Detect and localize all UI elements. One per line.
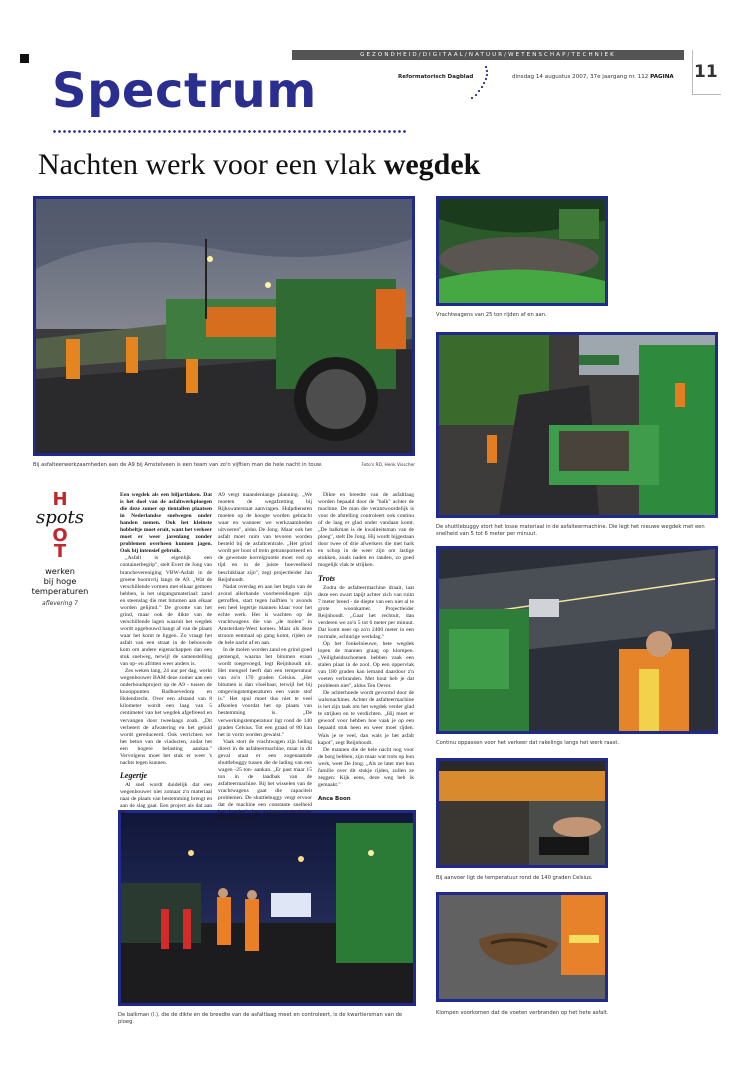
episode-label: aflevering 7: [42, 600, 78, 607]
photo-icon: [121, 813, 413, 1003]
article-paragraph: Zes weken lang, 24 uur per dag, werkt wegenbouwer BAM deze zomer aan een onderhoudsproject op de A9 - tussen de knooppunten Badhoevedorp en Holendrecht. Over een afstand van 8 kilometer wordt een laag van 5 centimeter van het wegdek afgefreesd en vervangen door tweelaags zoab. „Dit verbetert de afwatering en het geluid wordt gereduceerd. Ook verrichten we het beton van de viaducten, zodat het een hogere belasting aankan." Vervolgens moet het stuk er weer 's nachts tegen kunnen.: [120, 668, 212, 766]
photo-right2-caption: De shuttlebuggy stort het losse materiaal in de asfalteermachine. Die legt het nieuwe wegdek met een snelheid van 5 tot 6 meter per minuut.: [436, 524, 705, 537]
photo-right4: [436, 758, 608, 868]
photo-icon: [439, 761, 605, 865]
photo-icon: [439, 895, 605, 999]
article-paragraph: Vaak stort de vrachtwagen zijn lading direct in de asfalteermachine, maar in dit geval staat er een zogenaamde shuttlebuggy tussen die de lading van een wagen -25 ton- aankan. „Er past maar 15 ton in de laadbak van de asfalteermachine. Bij het wisselen van de vrachtwagens gaat die capaciteit problemen. De shuttlebuggy vergt ervoor dat de machine een constante snelheid kan houden", legt assistent-projectleider Sjoerd ten Oever.: [218, 738, 312, 823]
corner-mark: [20, 54, 29, 63]
article-column-2: [218, 492, 313, 823]
title-dotted-rule: [52, 130, 408, 133]
section-rubric-bar: GEZONDHEID/DIGITAAL/NATUUR/WETENSCHAP/TECHNIEK: [292, 50, 684, 60]
hot-letter-h: H: [52, 489, 68, 510]
article-byline: Anca Boon: [318, 795, 351, 802]
page-number: 11: [694, 62, 718, 82]
photo-bottom-left-caption: De balkman (l.), die de dikte en de breedte van de asfaltlaag meet en controleert, is de kwartiersman van de ploeg.: [118, 1012, 403, 1025]
article-paragraph: Al snel wordt duidelijk dat een wegenbouwer niet zomaar z'n materiaal naar de plaats van bestemming brengt en aan de slag gaat. Een project als dat aan de: [120, 781, 212, 817]
article-paragraph: De mannen die de hele nacht nog voor de borg hebben, zijn maar wat trots op hun werk, weet De Jong. „Als ze later met hun familie over dit stukje rijden, zullen ze zeggen: Kijk eens, deze weg heb ik gemaakt.": [318, 746, 414, 788]
photo-right3-caption: Continu oppassen voor het verkeer dat rakelings langs het werk raast.: [436, 740, 620, 746]
paper-logo-dots-icon: [466, 64, 490, 104]
photo-icon: [439, 549, 715, 731]
photo-right3: [436, 546, 718, 734]
date-text: dinsdag 14 augustus 2007, 37e jaargang nr. 112: [512, 74, 649, 80]
article-paragraph: Op het fonkelnieuwe, hete wegdek lopen de mannen graag op klompen. „Veiligheidsschoenen hebben vaak een stalen plaat in de zool. Op een oppervlak van 180 graden kan iemand daardoor z'n voeten verbranden. Met hout heb je dat probleem niet", aldus Ten Oever.: [318, 640, 414, 690]
photo-right1: [436, 196, 608, 306]
article-lead: Een wegdek als een biljartlaken. Dat is het doel van de asfaltwerkploegen die deze zomer op tientallen plaatsen in Nederlandse snelwegen onder handen nemen. Ook het kleinste hobbeltje moet eruit, want het verkeer moet er weer jarenlang zonder problemen overheen kunnen jagen. Ook bij intensief gebruik.: [120, 492, 212, 555]
photo-main: [33, 196, 415, 456]
hot-letter-t: T: [53, 541, 67, 562]
spots-word: spots: [35, 507, 85, 528]
article-paragraph: „Asfalt is eigenlijk een containerbegrip", stelt Evert de Jong van branchevereniging VBW-Asfalt in de groene boomvrij langs de A9. „Wat de verschillende vormen met elkaar gemeen hebben, is het uitgangsmateriaal: zand en steenslag die met bitumen aan elkaar worden gelijmd." De grootte van het grind, maar ook de dikte van de verschillende lagen waaruit het wegdek wordt opgebouwd hangt af van de plaats waar het komt te liggen. Zo vraagt het asfalt van een straat in de bebouwde kom om andere eigenschappen dan een stuk snelweg, terwijl de samenstelling van op- en afritten weer anders is.: [120, 555, 212, 668]
photo-right1-caption: Vrachtwagens van 25 ton rijden af en aan.: [436, 312, 547, 318]
article-paragraph: In de molen worden zand en grind goed gemengd, waarna het bitumen eraan wordt toegevoegd, legt Reijnhoudt uit. Het mengsel heeft dan een temperatuur van zo'n 170 graden Celsius. „Het bitumen is dan vloeibaar, terwijl het bij omgevingstemperaturen een vaste stof is." Het spul moet dus niet te veel afkoelen voordat het op plaats van bestemming is. „De verwerkingstemperatuur ligt rond de 140 graden Celsius. Tot een graad of 80 kan het in vorm worden gewalst.": [218, 647, 313, 738]
headline-regular: Nachten werk voor een vlak: [38, 148, 384, 181]
photo-icon: [36, 199, 412, 453]
hotspots-subtitle-line: werken: [45, 566, 75, 576]
article-subhead: Trots: [318, 573, 336, 583]
date-line: [512, 74, 674, 80]
photo-right2: [436, 332, 718, 518]
article-paragraph: A9 vergt maandenlange planning. „We moeten de wegafzetting bij Rijkswaterstaat aanvragen. Hulpdiensten moeten op de hoogte worden gebracht waar en wanneer we werkzaamheden uitvoeren", aldus De Jong. Maar ook het asfalt moet ruim van tevoren worden besteld bij de asfaltcentrale. „Het grind wordt per boot of trein getransporteerd en de gewenste korrelgrootte moet ved op tijd en in de juiste hoeveelheid beschikbaar zijn", zegt projectleider Jan Reijnhoudt.: [218, 492, 312, 583]
hotspots-subtitle-line: bij hoge: [43, 576, 77, 586]
photo-icon: [439, 335, 715, 515]
paper-name: Reformatorisch Dagblad: [398, 74, 474, 80]
headline-bold: wegdek: [383, 148, 481, 181]
photo-bottom-left: [118, 810, 416, 1006]
article-subhead: Legertje: [120, 770, 148, 780]
section-title: Spectrum: [52, 63, 317, 119]
article-paragraph: Dikte en breedte van de asfaltlaag worden bepaald door de "balk" achter de machine. De man die verantwoordelijk is voor de afstelling controleert ook continu of de laag er glad onder vandaan komt. „De balkman is de kwaliteitsman van de ploeg", stelt De Jong. Hij wordt bijgestaan door twee of drie afwerkers die met hark en schop in de weer zijn om lastige stukken, zoals naden en randen, zo goed mogelijk vlak te strijken.: [318, 492, 414, 569]
page-label: PAGINA: [650, 74, 674, 80]
photo-icon: [439, 199, 605, 303]
hotspots-box: [28, 489, 92, 607]
article-headline: [38, 146, 480, 184]
hotspots-subtitle-line: temperaturen: [31, 586, 89, 596]
photo-bottom-right-caption: Klompen voorkomen dat de voeten verbranden op het hete asfalt.: [436, 1010, 609, 1016]
photo-credit: Foto's RD, Henk Visscher: [361, 463, 415, 468]
photo-right4-caption: Bij aanvoer ligt de temperatuur rond de 140 graden Celsius.: [436, 875, 593, 881]
photo-main-caption: Bij asfalteerwerkzaamheden aan de A9 bij Amstelveen is een team van zo'n vijftien man de hele nacht in touw.: [33, 462, 323, 468]
article-paragraph: Zodra de asfalteermachine draait, laat deze een zwart tapijt achter zich van ruim 7 meter breed - de diepte van een niet al te grote woonkamer. Projectleider Reijnhoudt. „Gaat het rechtuit, dan verderen we zo'n 5 tot 6 meter per minuut. Dat komt neer op zo'n 2400 meter in een normale, achturige werkdag.": [318, 584, 414, 640]
hot-letter-o: O: [52, 525, 68, 546]
photo-bottom-right: [436, 892, 608, 1002]
article-paragraph: Nadat overdag en aan het begin van de avond allerhande voorbereidingen zijn getroffen, start tegen halftien 's avonds een heel legertje mannen klaar voor het echte werk. Het is wachten op de vrachtwagens die van „de molen" in Amsterdam-West komen. Maar als deze stroom eenmaal op gang komt, rijden ze de hele nacht af en aan.: [218, 583, 312, 646]
article-paragraph: De achterhoede wordt gevormd door de walsmachines. Achter de asfalteermachine is het zijn taak om het wegdek verder glad te strijken en te verdichten. „Hij moet er gewoof voor hebben hoe vaak je op een bepaald stuk heen en weer moet rijden. Wals je te veel, dan wals je het asfalt kapot", zegt Reijnhoudt.: [318, 690, 414, 746]
article-column-3: [318, 492, 414, 804]
article-column-1: [120, 492, 212, 817]
